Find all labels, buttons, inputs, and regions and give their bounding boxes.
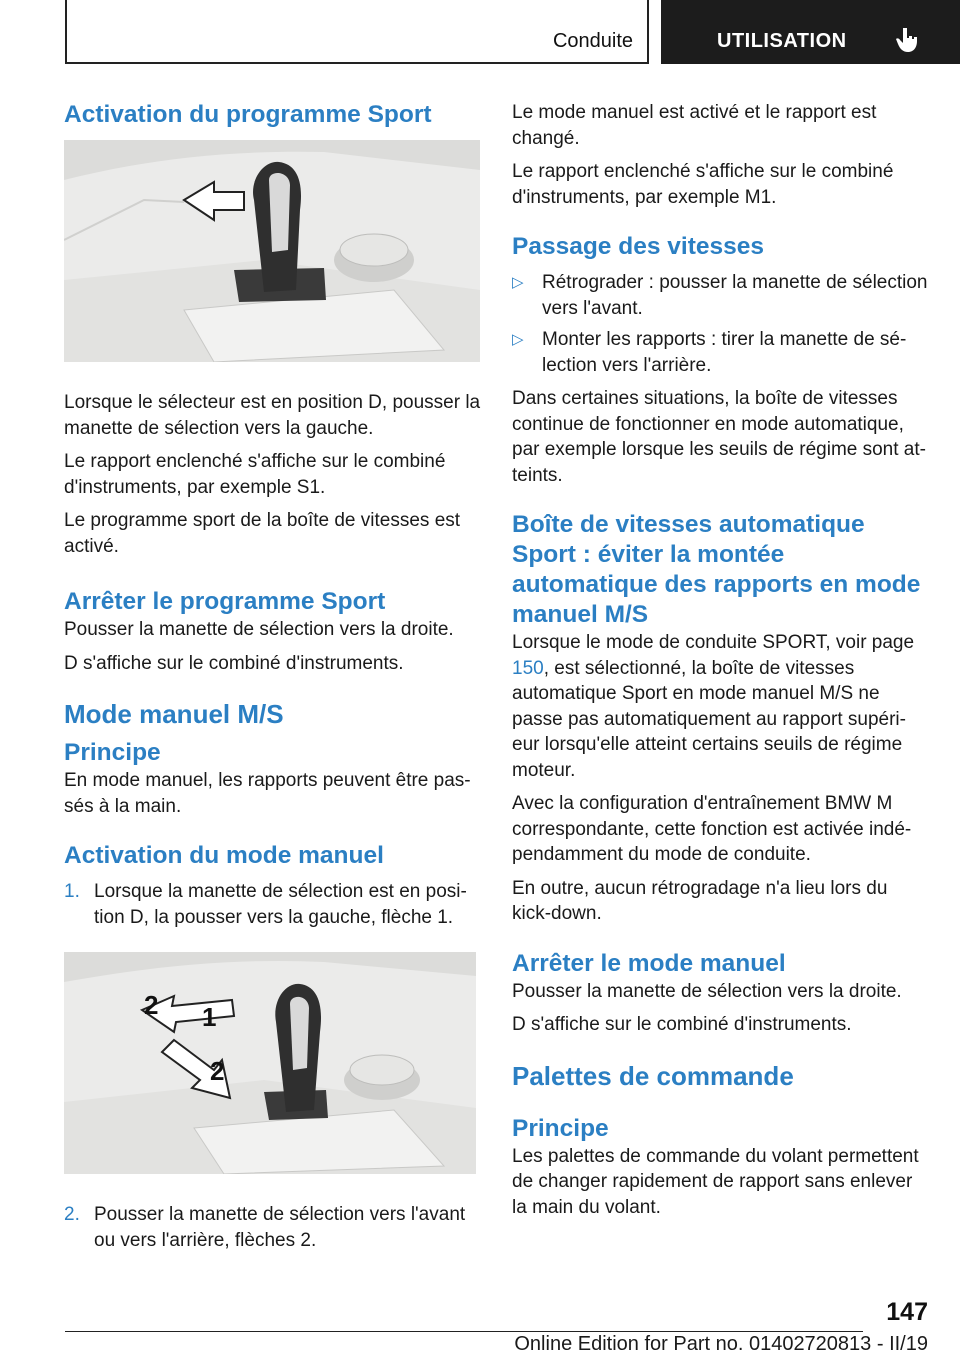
paragraph-stop-manual-2: D s'affiche sur le combiné d'instruments.	[512, 1014, 852, 1035]
page-number: 147	[886, 1298, 928, 1326]
paragraph-stop-manual-1: Pousser la manette de sélection vers la droite.	[512, 980, 902, 1002]
heading-paddles: Palettes de commande	[512, 1060, 794, 1091]
figure-selector-lever-arrows	[64, 952, 476, 1174]
right-column	[512, 100, 930, 1220]
heading-gear-shifting: Passage des vitesses	[512, 233, 764, 260]
list-item	[512, 270, 930, 321]
paragraph-auto-sport-1	[512, 630, 930, 783]
text-segment: Lorsque le mode de conduite SPORT, voir page	[512, 632, 915, 653]
paragraph-manual-active: Le mode manuel est activé et le rapport est changé.	[512, 102, 877, 149]
hand-pointer-icon	[895, 26, 921, 54]
list-item	[64, 879, 484, 930]
bullet-triangle-icon: ▷	[512, 331, 524, 348]
heading-principle: Principe	[64, 739, 161, 766]
step-number: 2.	[64, 1204, 80, 1225]
paragraph-gear-display: Le rapport enclenché s'affiche sur le combiné d'instruments, par exemple M1.	[512, 161, 894, 208]
paragraph-sport-3: Le programme sport de la boîte de vitesses est activé.	[64, 510, 461, 557]
arrow-label-2-top: 2	[144, 990, 159, 1020]
paragraph-paddles: Les palettes de commande du volant permettent de changer rapidement de rapport sans enlever la main du volant.	[512, 1145, 919, 1218]
activation-steps-continued	[64, 1202, 484, 1253]
footer-divider	[65, 1331, 863, 1332]
paragraph-sport-2: Le rapport enclenché s'affiche sur le combiné d'instruments, par exemple S1.	[64, 451, 446, 498]
list-item	[64, 1202, 484, 1253]
header-chapter-title: UTILISATION	[717, 30, 847, 52]
bullet-text: Monter les rapports : tirer la manette de sé-lection vers l'arrière.	[542, 329, 907, 376]
header-section-box	[65, 0, 649, 64]
step-text: Pousser la manette de sélection vers l'avant ou vers l'arrière, flèches 2.	[94, 1204, 466, 1251]
page-header	[0, 0, 960, 66]
paragraph-sport-1: Lorsque le sélecteur est en position D, pousser la manette de sélection vers la gauche.	[64, 392, 481, 439]
arrow-label-1: 1	[202, 1002, 217, 1032]
bullet-text: Rétrograder : pousser la manette de sélection vers l'avant.	[542, 272, 928, 319]
header-chapter-tab	[661, 0, 960, 64]
heading-manual-mode: Mode manuel M/S	[64, 699, 284, 729]
paragraph-stop-sport-1: Pousser la manette de sélection vers la droite.	[64, 619, 454, 640]
arrow-label-2-bottom: 2	[210, 1056, 225, 1086]
edition-note: Online Edition for Part no. 01402720813 - II/19	[514, 1333, 928, 1355]
text-segment: , est sélectionné, la boîte de vitesses automatique Sport en mode manuel M/S ne passe pas automatiquement au rapport supéri-eur lorsqu'elle atteint certains seuils de régime moteur.	[512, 657, 906, 781]
shift-bullets	[512, 270, 930, 378]
heading-stop-manual: Arrêter le mode manuel	[512, 949, 786, 977]
paragraph-stop-sport-2: D s'affiche sur le combiné d'instruments.	[64, 652, 404, 674]
heading-paddles-principle: Principe	[512, 1114, 609, 1142]
heading-stop-sport: Arrêter le programme Sport	[64, 588, 386, 615]
list-item	[512, 327, 930, 378]
heading-manual-activation: Activation du mode manuel	[64, 842, 384, 869]
activation-steps	[64, 879, 484, 930]
header-section-title: Conduite	[552, 30, 633, 52]
paragraph-principle: En mode manuel, les rapports peuvent être pas-sés à la main.	[64, 770, 471, 817]
step-number: 1.	[64, 881, 80, 902]
page-link-150[interactable]: 150	[512, 657, 544, 679]
paragraph-auto-sport-3: En outre, aucun rétrogradage n'a lieu lors du kick-down.	[512, 877, 888, 924]
left-column	[64, 100, 484, 1253]
step-text: Lorsque la manette de sélection est en posi-tion D, la pousser vers la gauche, flèche 1.	[94, 881, 467, 928]
paragraph-auto-sport-2: Avec la configuration d'entraînement BMW M correspondante, cette fonction est activée indé-pendamment du mode de conduite.	[512, 793, 912, 865]
heading-sport-activation: Activation du programme Sport	[64, 101, 432, 128]
bullet-triangle-icon: ▷	[512, 274, 524, 291]
paragraph-shift-auto: Dans certaines situations, la boîte de vitesses continue de fonctionner en mode automatique, par exemple lorsque les seuils de régime sont at-teints.	[512, 388, 926, 486]
figure-selector-lever-left	[64, 140, 480, 362]
heading-auto-sport: Boîte de vitesses automatique Sport : éviter la montée automatique des rapports en mode manuel M/S	[512, 511, 921, 628]
